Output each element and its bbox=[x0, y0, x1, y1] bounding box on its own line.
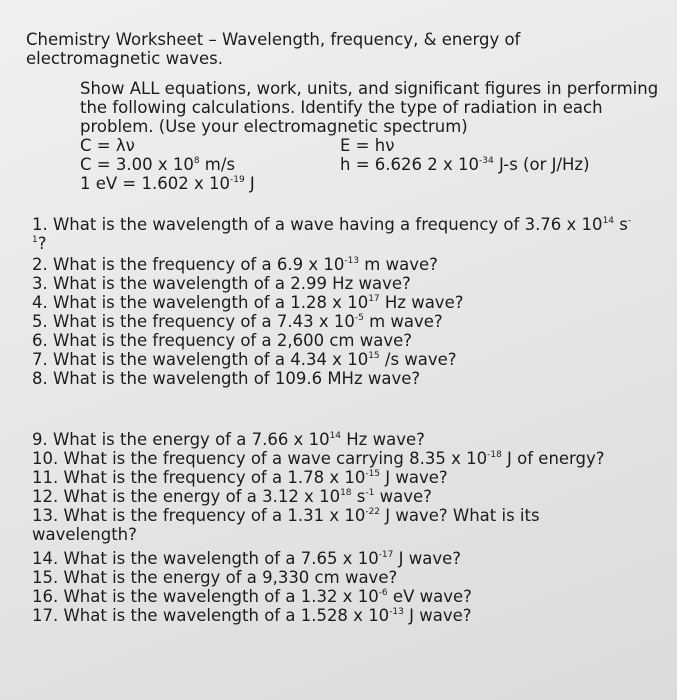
question-5: 5. What is the frequency of a 7.43 x $10^{-5}$ m wave? bbox=[32, 312, 443, 331]
question-13: 13. What is the frequency of a 1.31 x $10^{-22}$ J wave? What is its wavelength? bbox=[32, 506, 540, 544]
question-8: 8. What is the wavelength of 109.6 MHz wave? bbox=[32, 369, 421, 388]
question-3: 3. What is the wavelength of a 2.99 Hz wave? bbox=[32, 274, 411, 293]
equation-planck-constant: h = 6.626 2 x $10^{-34}$ J-s (or J/Hz) bbox=[340, 155, 590, 174]
question-14: 14. What is the wavelength of a 7.65 x $10^{-17}$ J wave? bbox=[32, 549, 462, 568]
equation-e-hnu: E = hν bbox=[340, 136, 395, 155]
question-16: 16. What is the wavelength of a 1.32 x $10^{-6}$ eV wave? bbox=[32, 587, 472, 606]
question-4: 4. What is the wavelength of a 1.28 x $10^{17}$ Hz wave? bbox=[32, 293, 464, 312]
question-11: 11. What is the frequency of a 1.78 x $10^{-15}$ J wave? bbox=[32, 468, 448, 487]
worksheet-title: Chemistry Worksheet – Wavelength, frequency, & energy of electromagnetic waves. bbox=[26, 30, 521, 68]
question-6: 6. What is the frequency of a 2,600 cm wave? bbox=[32, 331, 412, 350]
question-15: 15. What is the energy of a 9,330 cm wave? bbox=[32, 568, 398, 587]
question-10: 10. What is the frequency of a wave carrying 8.35 x $10^{-18}$ J of energy? bbox=[32, 449, 605, 468]
equation-c-lambda-nu: C = λν bbox=[80, 136, 135, 155]
question-2: 2. What is the frequency of a 6.9 x $10^{-13}$ m wave? bbox=[32, 255, 438, 274]
question-12: 12. What is the energy of a 3.12 x $10^{18}$ $s^{-1}$ wave? bbox=[32, 487, 432, 506]
instructions: Show ALL equations, work, units, and significant figures in performing the following calculations. Identify the type of radiation in each problem. (Use your electromagnetic spectrum) bbox=[80, 79, 659, 136]
question-7: 7. What is the wavelength of a 4.34 x $10^{15}$ /s wave? bbox=[32, 350, 457, 369]
question-9: 9. What is the energy of a 7.66 x $10^{14}$ Hz wave? bbox=[32, 430, 425, 449]
equation-speed-of-light: C = 3.00 x $10^8$ m/s bbox=[80, 155, 236, 174]
question-17: 17. What is the wavelength of a 1.528 x $10^{-13}$ J wave? bbox=[32, 606, 472, 625]
question-1: 1. What is the wavelength of a wave having a frequency of 3.76 x $10^{14}$ $s^{-1}$? bbox=[32, 215, 632, 253]
equation-electron-volt: 1 eV = 1.602 x $10^{-19}$ J bbox=[80, 174, 255, 193]
